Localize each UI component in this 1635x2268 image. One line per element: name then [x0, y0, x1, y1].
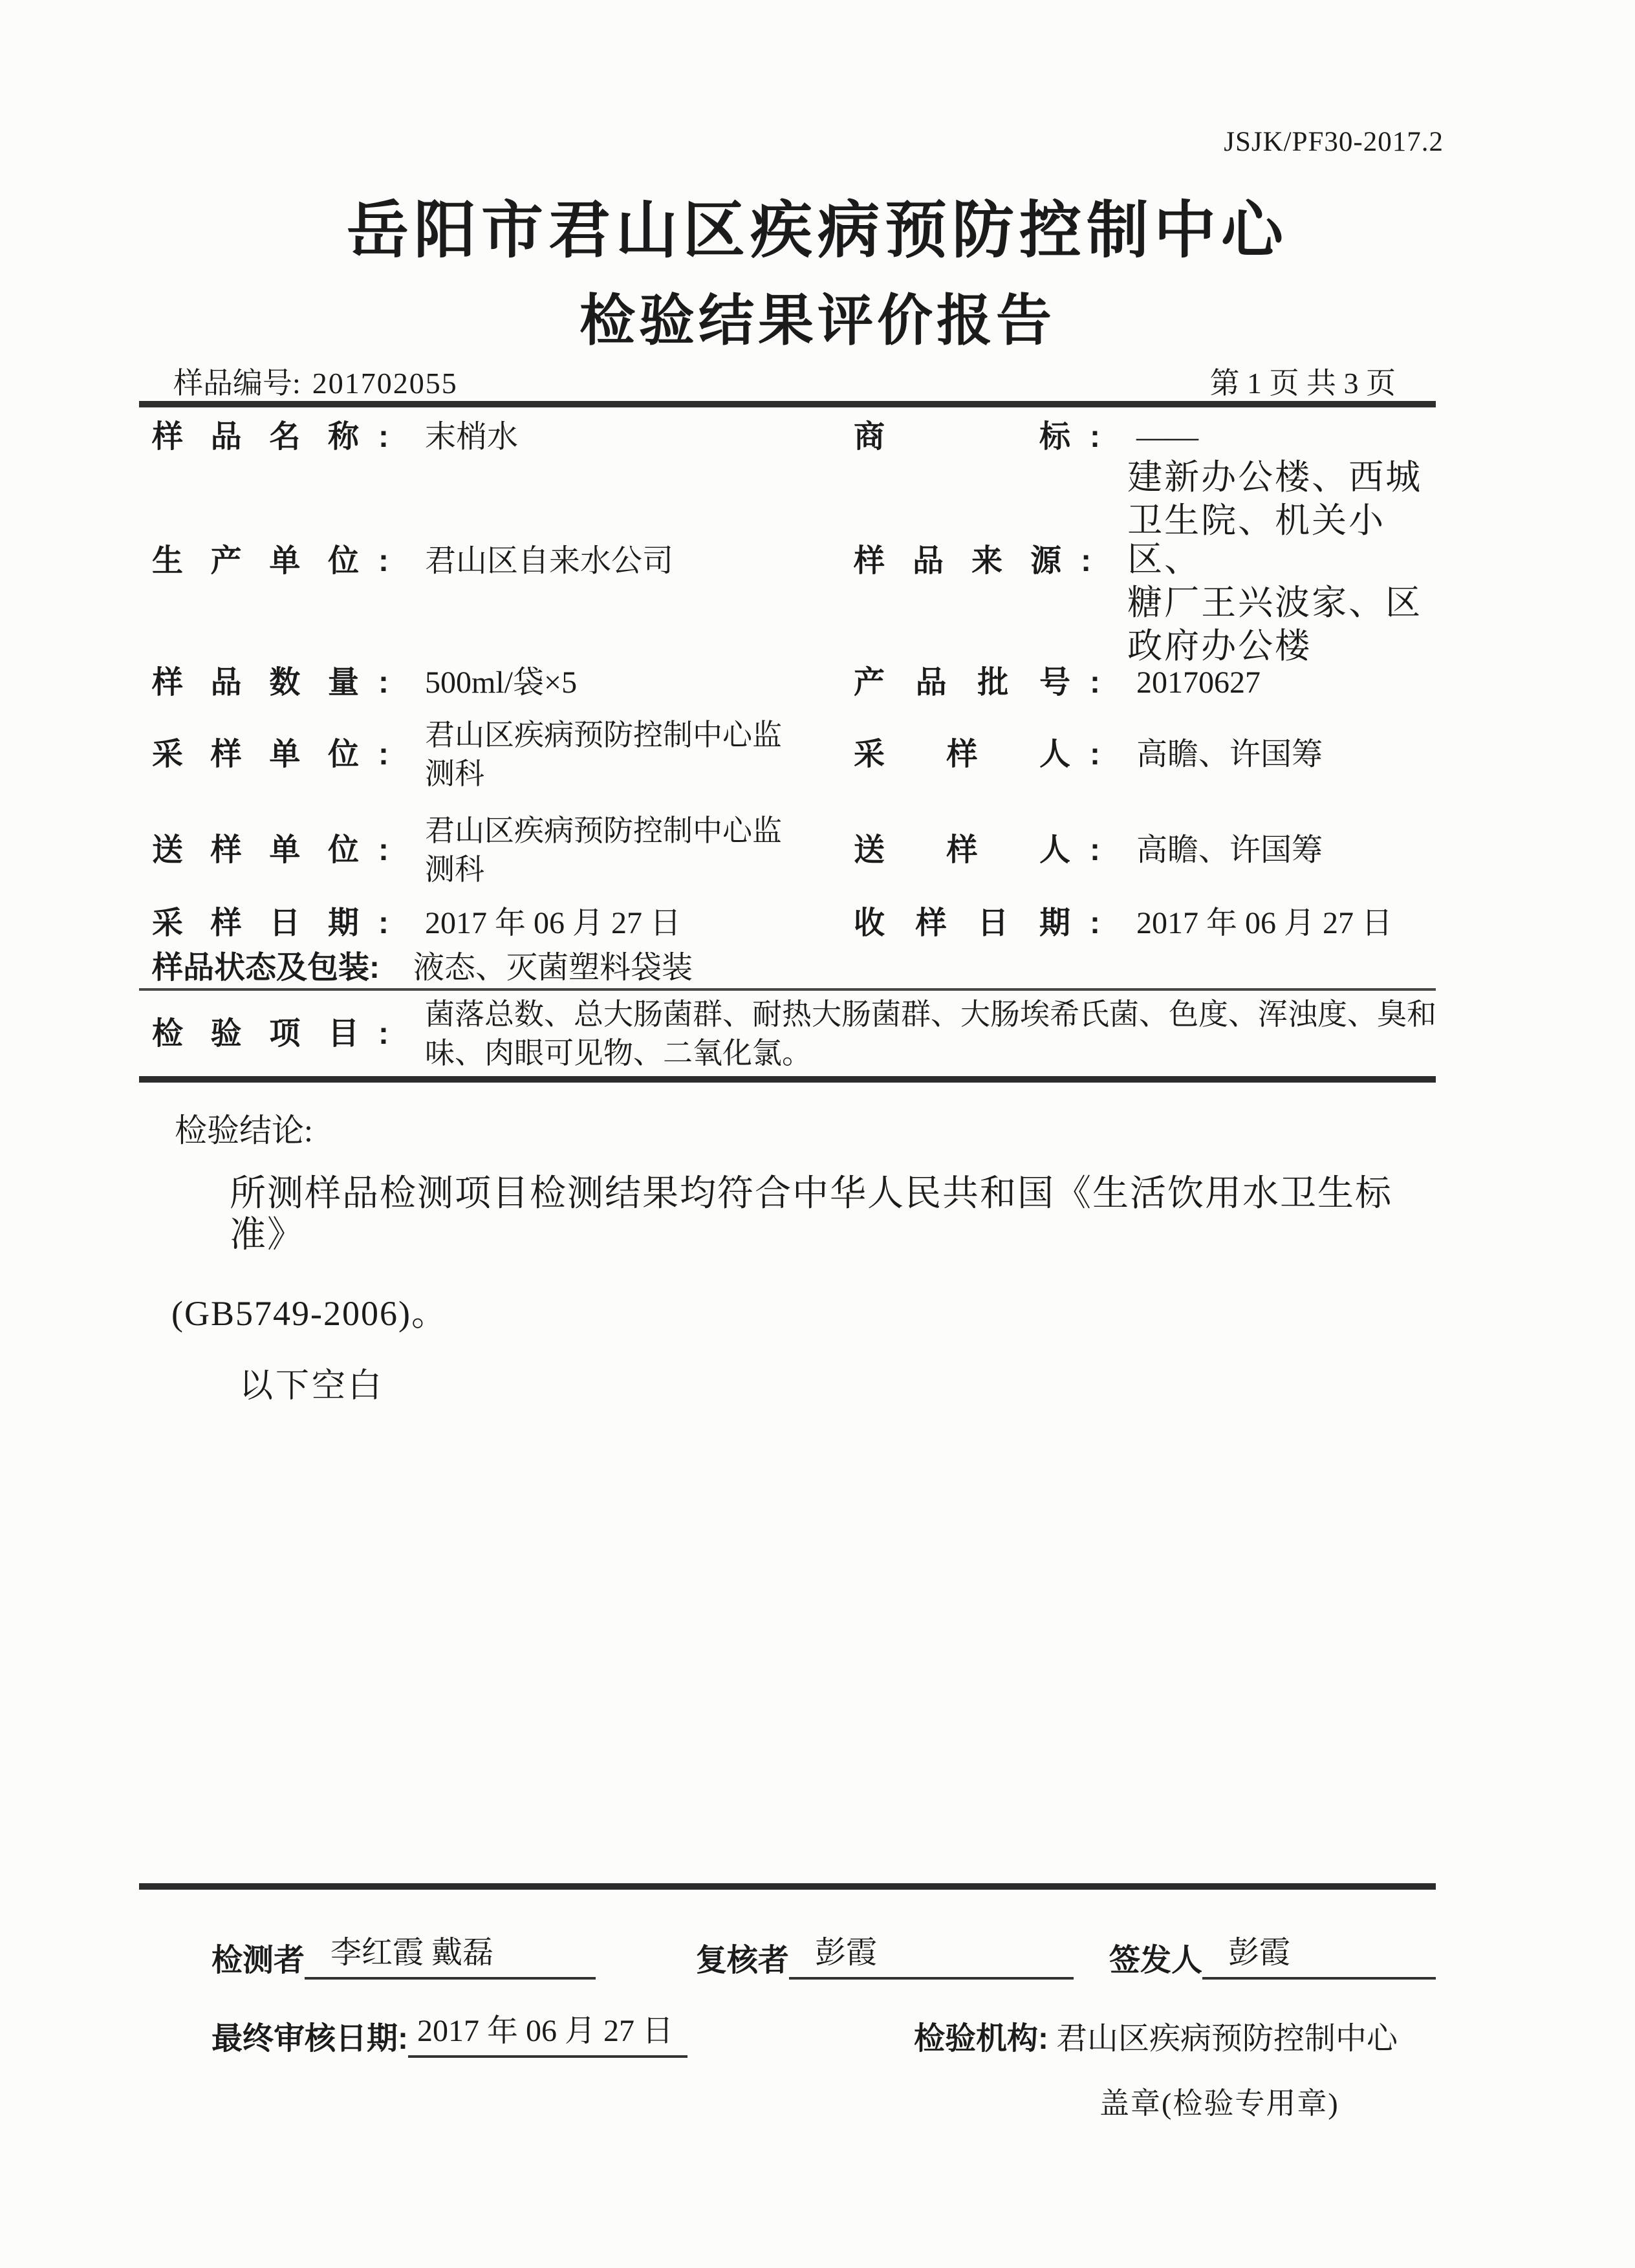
- sample-state-label: 样品状态及包装:: [152, 951, 380, 986]
- deliverer-value: 高瞻、许国筹: [1136, 833, 1323, 868]
- receiving-date-label: 收 样 日 期: [854, 906, 1070, 941]
- row-dates: [152, 899, 1446, 948]
- colon: :: [378, 420, 389, 455]
- colon: :: [1090, 833, 1100, 868]
- cell-receiving-date: [854, 905, 1446, 941]
- conclusion-heading: 检验结论:: [175, 1112, 313, 1149]
- delivery-unit-line: 测科: [424, 853, 484, 886]
- sample-source-value: [1127, 453, 1446, 670]
- sample-source-label: 样 品 来 源: [854, 544, 1062, 579]
- cell-delivery-unit: [152, 812, 854, 889]
- colon: :: [378, 544, 389, 579]
- colon: :: [1090, 420, 1100, 455]
- divider-top: [139, 401, 1436, 407]
- cell-trademark: [854, 419, 1446, 455]
- sample-number-value: 201702055: [312, 367, 458, 400]
- divider-thick: [139, 1076, 1436, 1083]
- cell-producer: [152, 543, 854, 579]
- producer-label: 生 产 单 位: [152, 544, 359, 579]
- sample-number: [173, 360, 458, 402]
- cell-batch-no: [854, 665, 1446, 700]
- reviewer-label: 复核者: [695, 1943, 789, 1978]
- report-title: 检验结果评价报告: [579, 290, 1056, 352]
- cell-sampler: [854, 737, 1446, 772]
- quantity-label: 样 品 数 量: [152, 665, 359, 700]
- delivery-unit-value: [425, 812, 782, 889]
- producer-value: 君山区自来水公司: [424, 544, 673, 579]
- receiving-date-value: 2017 年 06 月 27 日: [1136, 906, 1392, 941]
- sample-source-line: 卫生院、机关小区、: [1127, 501, 1386, 579]
- row-quantity-batch: [152, 658, 1446, 707]
- row-sampling-unit-sampler: [152, 707, 1446, 802]
- deliverer-label: 送 样 人: [854, 833, 1070, 868]
- cell-quantity: [152, 665, 854, 700]
- batch-no-value: 20170627: [1136, 665, 1261, 700]
- tester-signature: 李红霞 戴磊: [305, 1927, 596, 1980]
- divider-footer: [139, 1883, 1436, 1890]
- trademark-value: ——: [1136, 420, 1198, 455]
- sampling-unit-line: 君山区疾病预防控制中心监: [424, 718, 782, 751]
- colon: :: [378, 1017, 389, 1052]
- blank-below-note: 以下空白: [239, 1368, 385, 1405]
- row-test-items: [152, 996, 1446, 1072]
- colon: :: [1090, 906, 1100, 941]
- sample-state-value: 液态、灭菌塑料袋装: [413, 951, 693, 986]
- sampling-unit-value: [425, 716, 782, 794]
- reviewer-signature: 彭霞: [789, 1927, 1074, 1980]
- seal-note-row: [139, 2080, 1436, 2122]
- page-indicator: 第 1 页 共 3 页: [1209, 367, 1396, 400]
- test-items-line: 菌落总数、总大肠菌群、耐热大肠菌群、大肠埃希氏菌、色度、浑浊度、臭和: [424, 998, 1436, 1031]
- audit-row: [139, 2005, 1436, 2058]
- row-sample-state: [152, 948, 1446, 988]
- row-producer-source: [152, 457, 1446, 665]
- colon: :: [1090, 665, 1100, 700]
- sample-source-line: 建新办公楼、西城: [1127, 457, 1423, 497]
- cell-sampling-date: [152, 905, 854, 941]
- sample-name-label: 样 品 名 称: [152, 420, 359, 455]
- agency-label: 检验机构:: [914, 2022, 1049, 2056]
- sampler-value: 高瞻、许国筹: [1136, 737, 1323, 772]
- sampler-label: 采 样 人: [854, 737, 1070, 772]
- agency-name: 君山区疾病预防控制中心: [1056, 2022, 1398, 2056]
- colon: :: [378, 906, 389, 941]
- conclusion-body: 所测样品检测项目检测结果均符合中华人民共和国《生活饮用水卫生标准》: [230, 1173, 1392, 1255]
- sample-name-value: 末梢水: [424, 420, 518, 455]
- document-code: JSJK/PF30-2017.2: [1224, 127, 1444, 157]
- quantity-value: 500ml/袋×5: [424, 665, 578, 700]
- seal-note: 盖章(检验专用章): [1099, 2087, 1339, 2120]
- colon: :: [378, 833, 389, 868]
- signature-row: [139, 1927, 1436, 1980]
- delivery-unit-label: 送 样 单 位: [152, 833, 359, 868]
- sample-source-line: 政府办公楼: [1127, 626, 1312, 665]
- sample-source-line: 糖厂王兴波家、区: [1127, 583, 1423, 622]
- sampling-date-label: 采 样 日 期: [152, 906, 359, 941]
- cell-sampling-unit: [152, 716, 854, 794]
- issuer-signature: 彭霞: [1202, 1927, 1436, 1980]
- tester-label: 检测者: [211, 1943, 305, 1978]
- meta-row: [173, 360, 1396, 402]
- test-items-line: 味、肉眼可见物、二氧化氯。: [424, 1037, 812, 1070]
- trademark-label: 商 标: [854, 420, 1070, 455]
- org-title: 岳阳市君山区疾病预防控制中心: [347, 196, 1288, 265]
- test-items-value: [425, 995, 1446, 1073]
- colon: :: [378, 737, 389, 772]
- row-delivery-unit-deliverer: [152, 802, 1446, 899]
- colon: :: [378, 665, 389, 700]
- test-items-label: 检 验 项 目: [152, 1017, 359, 1052]
- conclusion-standard: (GB5749-2006)。: [171, 1294, 448, 1334]
- divider-thin: [139, 988, 1436, 991]
- batch-no-label: 产 品 批 号: [854, 665, 1070, 700]
- sampling-unit-label: 采 样 单 位: [152, 737, 359, 772]
- final-audit-date-value: 2017 年 06 月 27 日: [408, 2005, 688, 2058]
- sampling-date-value: 2017 年 06 月 27 日: [424, 906, 681, 941]
- cell-sample-name: [152, 419, 854, 455]
- colon: :: [1081, 544, 1092, 579]
- signature-footer: [139, 1883, 1436, 2122]
- cell-sample-source: [854, 453, 1446, 670]
- colon: :: [1090, 737, 1100, 772]
- cell-deliverer: [854, 832, 1446, 868]
- info-table: [152, 410, 1446, 1406]
- sample-number-label: 样品编号:: [173, 367, 301, 400]
- issuer-label: 签发人: [1109, 1943, 1202, 1978]
- sampling-unit-line: 测科: [424, 757, 484, 790]
- final-audit-date-label: 最终审核日期:: [211, 2022, 408, 2056]
- delivery-unit-line: 君山区疾病预防控制中心监: [424, 814, 782, 847]
